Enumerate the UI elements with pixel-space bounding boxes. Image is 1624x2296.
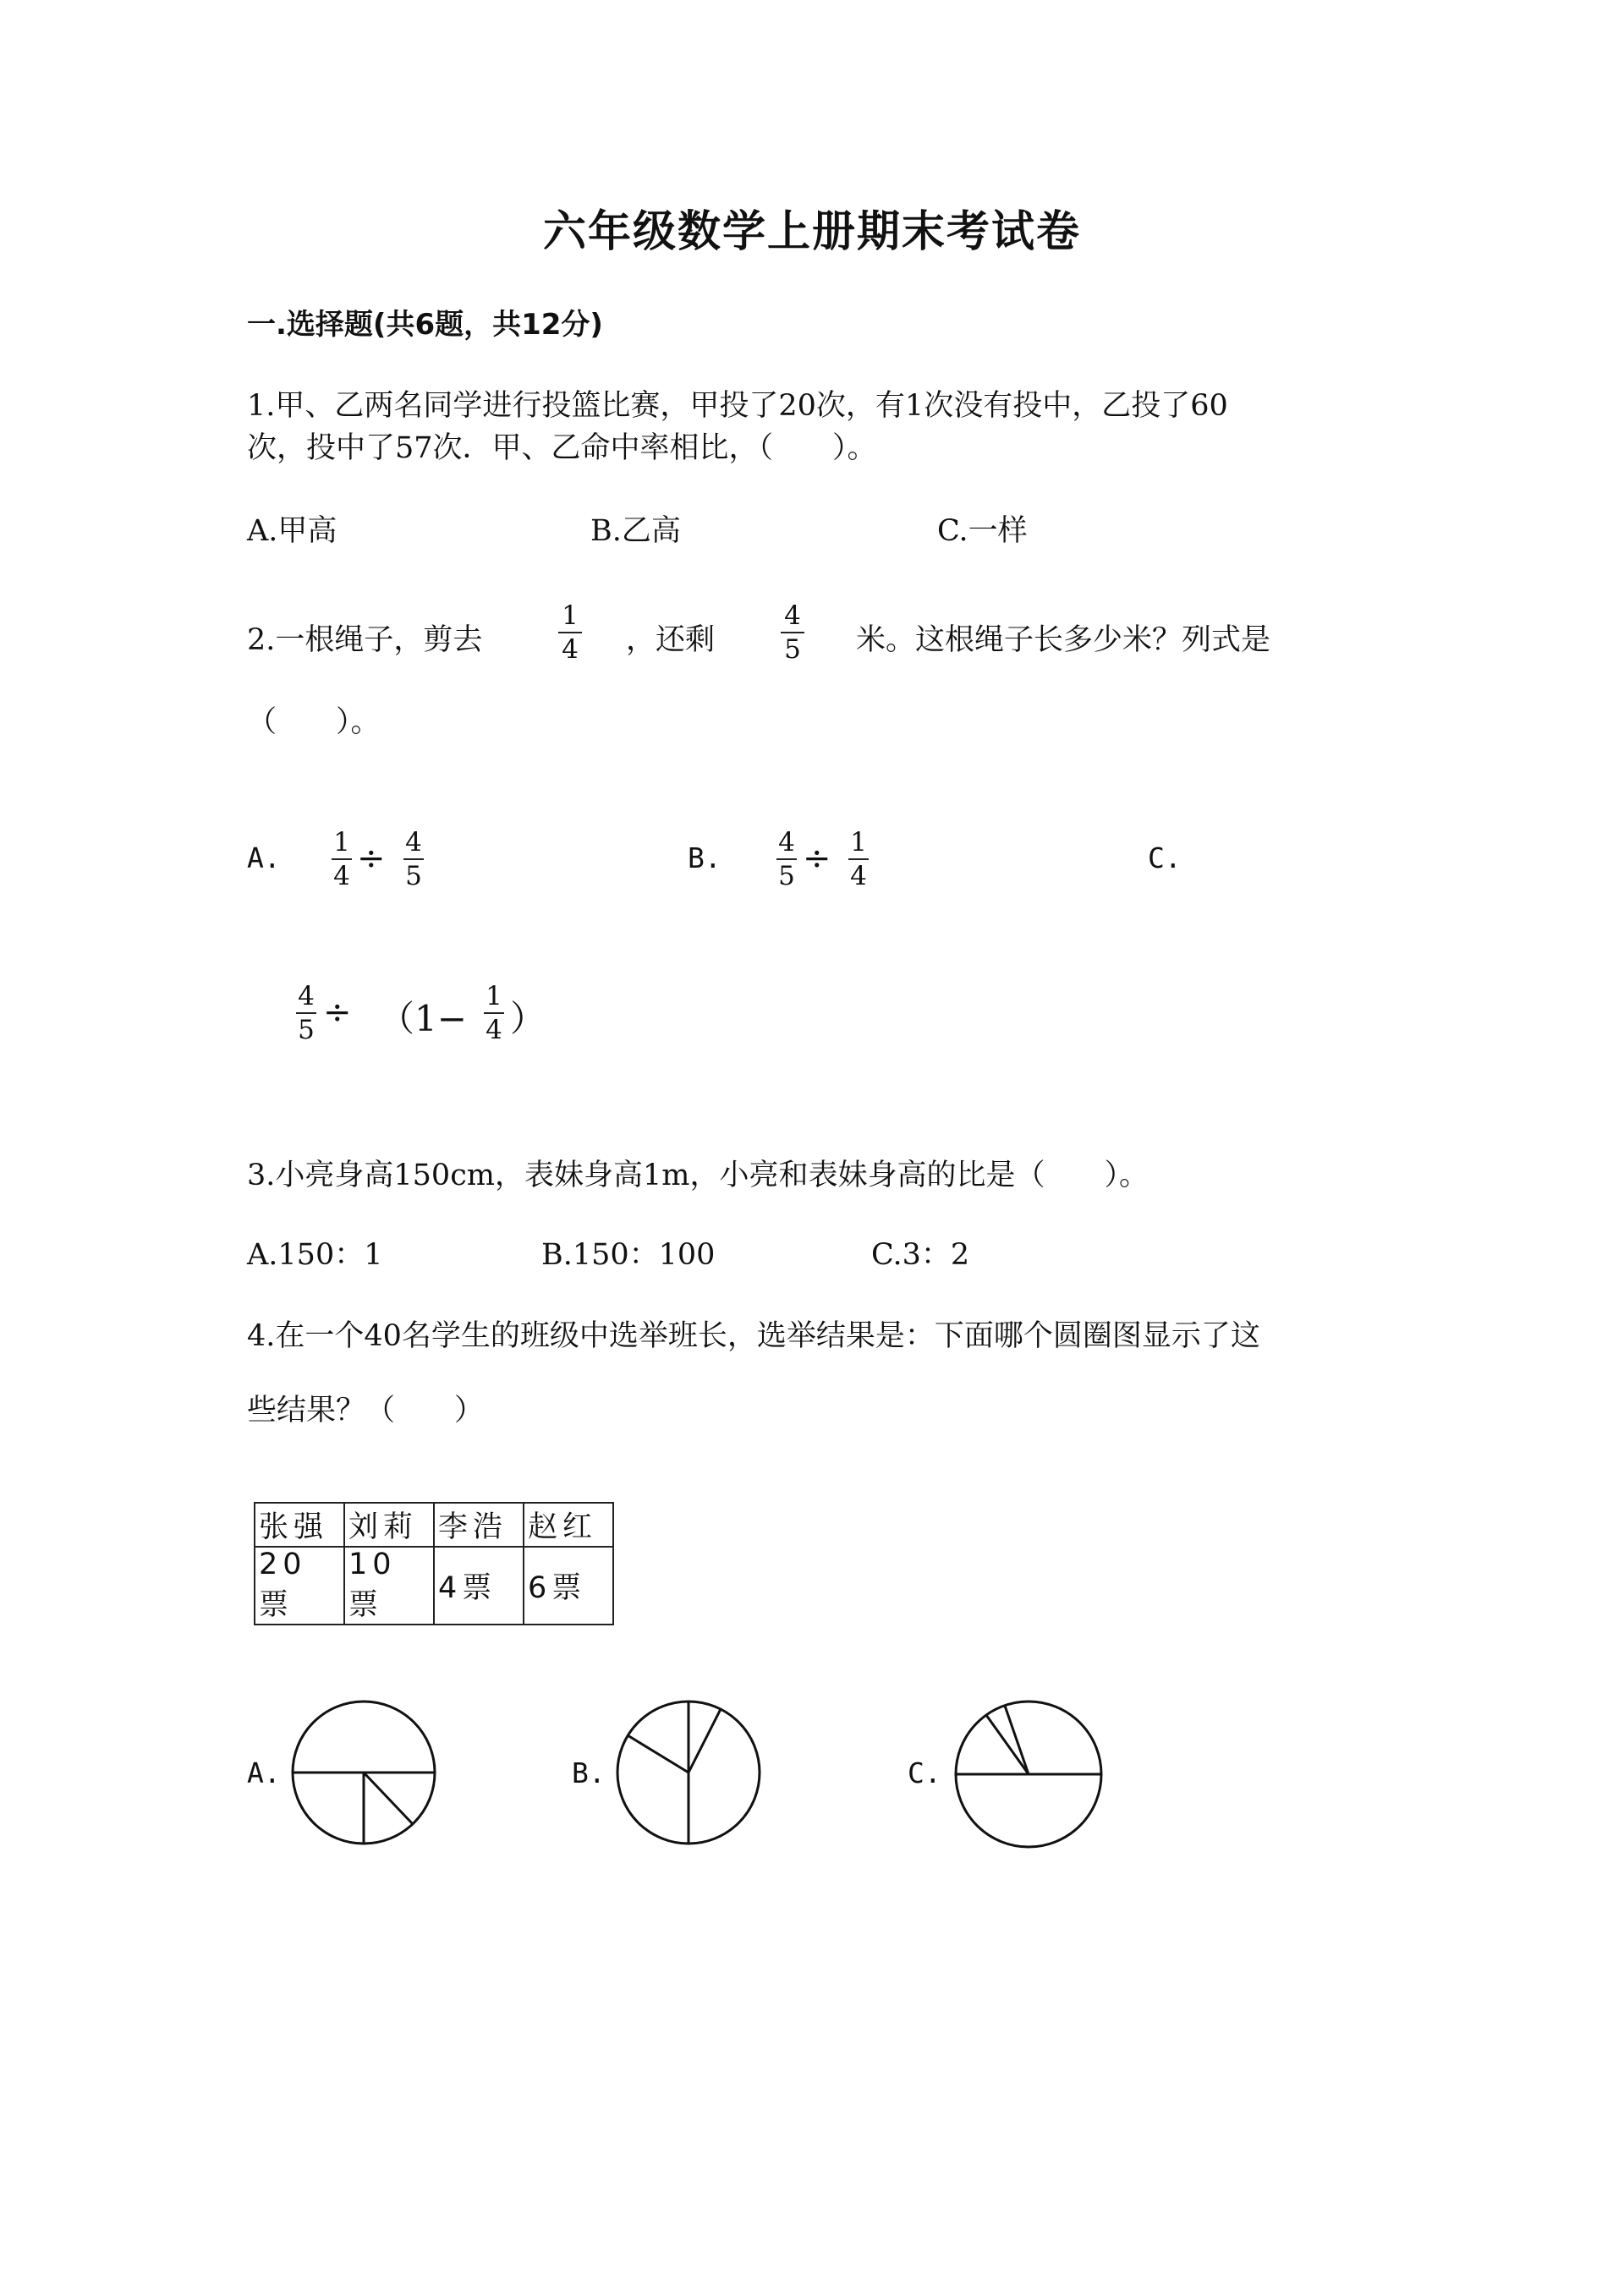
q2-option-b-fraction-2 — [848, 827, 869, 891]
fraction-denominator: 5 — [405, 861, 422, 891]
fraction-bar — [848, 858, 869, 860]
vote-results-table — [254, 1502, 614, 1625]
fraction-denominator: 4 — [562, 634, 579, 665]
pie-circle-a — [288, 1696, 440, 1849]
fraction-bar — [403, 858, 424, 860]
q4-line2: 些结果？（ ） — [247, 1394, 485, 1427]
fraction-bar — [781, 632, 804, 633]
q2-text-part3: 米。这根绳子长多少米？列式是 — [856, 623, 1271, 657]
divider-line — [689, 1709, 721, 1773]
table-cell: 刘莉 — [344, 1503, 434, 1547]
q1-line2: 次，投中了57次．甲、乙命中率相比，（ ）。 — [247, 431, 877, 465]
divider-line — [628, 1735, 689, 1773]
q4-option-c-label[interactable]: C. — [908, 1756, 941, 1789]
q4-option-a-label[interactable]: A. — [247, 1756, 281, 1789]
fraction-denominator: 4 — [850, 861, 867, 891]
fraction-numerator: 4 — [778, 827, 795, 858]
q2-line2: （ ）。 — [247, 705, 381, 739]
fraction-numerator: 1 — [850, 827, 867, 858]
fraction-numerator: 1 — [486, 981, 502, 1011]
q2-option-a-fraction-2 — [403, 827, 424, 891]
fraction-bar — [776, 858, 797, 860]
page-title: 六年级数学上册期末考试卷 — [542, 207, 1081, 257]
table-cell: 10票 — [344, 1547, 434, 1625]
fraction-numerator: 4 — [405, 827, 422, 858]
divider-line — [986, 1715, 1029, 1774]
table-cell: 李浩 — [434, 1503, 524, 1547]
fraction-denominator: 4 — [333, 861, 350, 891]
fraction-bar — [332, 858, 352, 860]
table-cell: 张强 — [255, 1503, 344, 1547]
table-row-names — [255, 1503, 613, 1547]
q2-option-b-label[interactable]: B. — [688, 841, 721, 874]
q2-text-part2: ，还剩 — [626, 623, 716, 657]
q2-option-c-fraction-2 — [484, 981, 504, 1045]
fraction-denominator: 5 — [298, 1015, 315, 1045]
divide-sign: ÷ — [357, 839, 386, 878]
section-heading: 一.选择题(共6题，共12分) — [247, 308, 603, 342]
fraction-numerator: 4 — [298, 981, 315, 1011]
q4-line1: 4.在一个40名学生的班级中选举班长，选举结果是：下面哪个圆圈图显示了这 — [247, 1319, 1260, 1353]
q1-option-c[interactable]: C.一样 — [937, 514, 1028, 548]
pie-circle-c — [951, 1696, 1106, 1852]
q1-option-b[interactable]: B.乙高 — [590, 514, 681, 548]
q2-fraction-remain — [781, 600, 804, 665]
table-cell: 赵红 — [524, 1503, 613, 1547]
table-cell: 4票 — [434, 1547, 524, 1625]
q1-option-a[interactable]: A.甲高 — [247, 514, 337, 548]
paren-close: ） — [510, 998, 546, 1039]
q3-text: 3.小亮身高150cm，表妹身高1m，小亮和表妹身高的比是（ ）。 — [247, 1159, 1149, 1192]
divider-line — [364, 1773, 413, 1824]
divide-sign: ÷ — [323, 993, 352, 1032]
fraction-numerator: 1 — [333, 827, 350, 858]
q2-fraction-cut — [558, 600, 582, 665]
q1-line1: 1.甲、乙两名同学进行投篮比赛，甲投了20次，有1次没有投中，乙投了60 — [247, 389, 1228, 423]
q2-option-a-label[interactable]: A. — [247, 841, 281, 874]
fraction-bar — [296, 1012, 316, 1014]
divider-line — [1005, 1706, 1029, 1774]
q2-option-a-fraction-1 — [332, 827, 352, 891]
fraction-numerator: 1 — [562, 600, 579, 631]
table-cell: 6票 — [524, 1547, 613, 1625]
fraction-bar — [484, 1012, 504, 1014]
paren-open: （1− — [379, 998, 467, 1039]
fraction-numerator: 4 — [784, 600, 801, 631]
pie-circle-b — [612, 1696, 765, 1849]
q3-option-a[interactable]: A.150：1 — [247, 1238, 383, 1272]
fraction-denominator: 5 — [784, 634, 801, 665]
q2-option-b-fraction-1 — [776, 827, 797, 891]
q2-text-part1: 2.一根绳子，剪去 — [247, 623, 483, 657]
q2-option-c-label[interactable]: C. — [1148, 841, 1182, 874]
q4-option-b-label[interactable]: B. — [572, 1756, 606, 1789]
table-cell: 20票 — [255, 1547, 344, 1625]
fraction-denominator: 4 — [486, 1015, 502, 1045]
table-row-votes — [255, 1547, 613, 1625]
q2-option-c-fraction-1 — [296, 981, 316, 1045]
q3-option-b[interactable]: B.150：100 — [541, 1238, 716, 1272]
fraction-denominator: 5 — [778, 861, 795, 891]
fraction-bar — [558, 632, 582, 633]
divide-sign: ÷ — [803, 839, 831, 878]
q3-option-c[interactable]: C.3：2 — [871, 1238, 970, 1272]
